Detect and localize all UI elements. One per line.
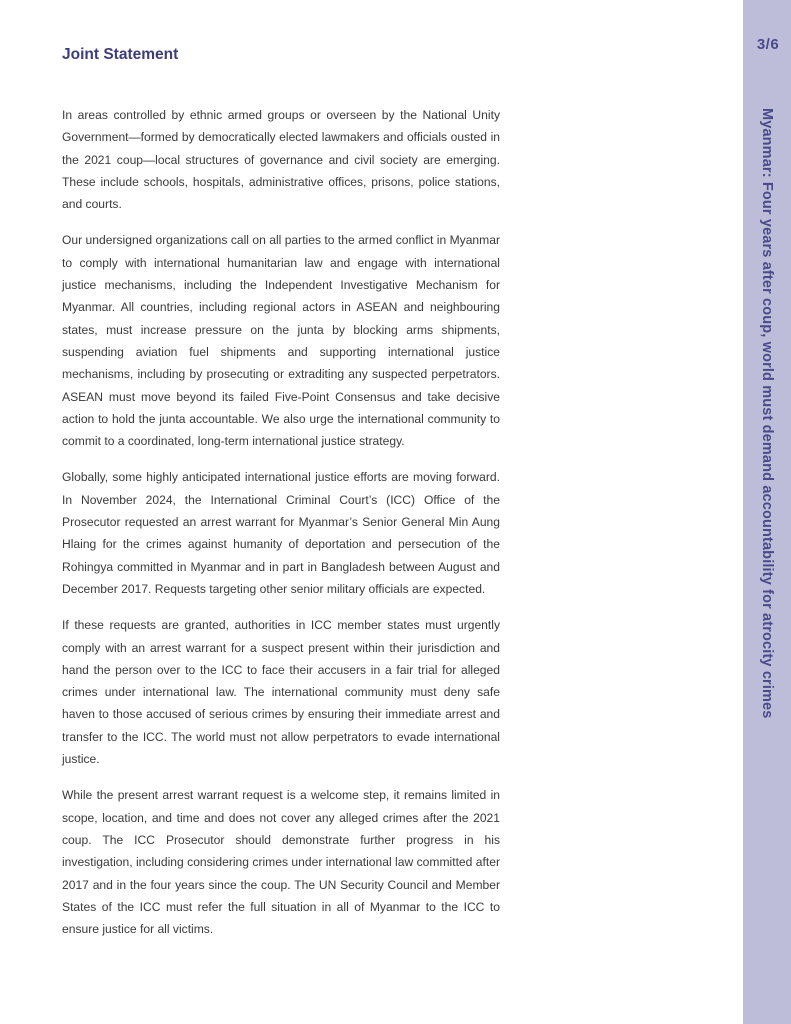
paragraph-5: While the present arrest warrant request is a welcome step, it remains limited in scope, location, and time and does not cover any alleged crimes after the 2021 coup. The ICC Prosecutor should demonstrate further progress in his investigation, including considering crimes under international law committed after 2017 and in the four years since the coup. The UN Security Council and Member States of the ICC must refer the full situation in all of Myanmar to the ICC to ensure justice for all victims. — [62, 788, 500, 937]
page-number: 3/6 — [756, 36, 780, 53]
paragraph-4: If these requests are granted, authorities in ICC member states must urgently comply with an arrest warrant for a suspect present within their jurisdiction and hand the person over to the ICC to face their accusers in a fair trial for alleged crimes under international law. The international community must deny safe haven to those accused of serious crimes by ensuring their immediate arrest and transfer to the ICC. The world must not allow perpetrators to evade international justice. — [62, 618, 500, 767]
paragraph-1: In areas controlled by ethnic armed groups or overseen by the National Unity Government—formed by democratically elected lawmakers and officials ousted in the 2021 coup—local structures of governance and civil society are emerging. These include schools, hospitals, administrative offices, prisons, police stations, and courts. — [62, 108, 500, 212]
page-heading: Joint Statement — [62, 46, 179, 63]
paragraph-3: Globally, some highly anticipated international justice efforts are moving forward. In November 2024, the International Criminal Court’s (ICC) Office of the Prosecutor requested an arrest warrant for Myanmar’s Senior General Min Aung Hlaing for the crimes against humanity of deportation and persecution of the Rohingya committed in Myanmar and in part in Bangladesh between August and December 2017. Requests targeting other senior military officials are expected. — [62, 470, 500, 596]
paragraph-2: Our undersigned organizations call on all parties to the armed conflict in Myanmar to comply with international humanitarian law and engage with international justice mechanisms, including the Independent Investigative Mechanism for Myanmar. All countries, including regional actors in ASEAN and neighbouring states, must increase pressure on the junta by blocking arms shipments, suspending aviation fuel shipments and supporting international justice mechanisms, including by prosecuting or extraditing any suspected perpetrators. ASEAN must move beyond its failed Five-Point Consensus and take decisive action to hold the junta accountable. We also urge the international community to commit to a coordinated, long-term international justice strategy. — [62, 233, 500, 449]
side-title: Myanmar: Four years after coup, world must demand accountability for atrocity crimes — [759, 108, 775, 719]
body-text — [62, 104, 500, 954]
